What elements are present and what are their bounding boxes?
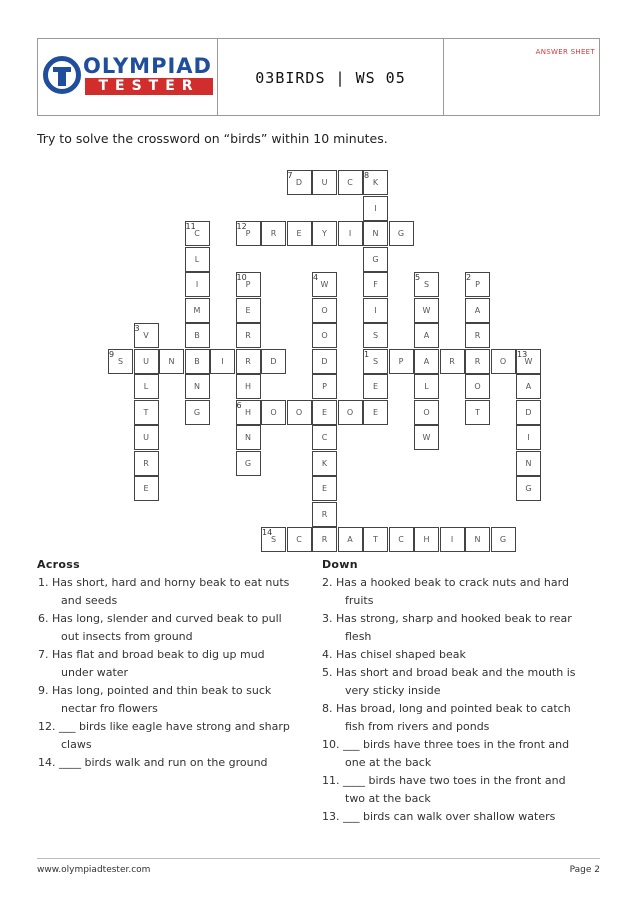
footer-page-number: Page 2 <box>569 865 600 875</box>
footer-divider <box>37 858 600 859</box>
crossword-cell[interactable]: G <box>363 247 388 272</box>
crossword-cell[interactable]: C <box>185 221 210 246</box>
crossword-cell[interactable]: O <box>312 323 337 348</box>
crossword-cell[interactable]: D <box>287 170 312 195</box>
crossword-cell[interactable]: I <box>363 298 388 323</box>
crossword-cell[interactable]: K <box>363 170 388 195</box>
crossword-cell[interactable]: H <box>236 400 261 425</box>
clue-number: 7 <box>287 171 293 180</box>
down-clue-line: 10. ___ birds have three toes in the front and <box>322 738 570 751</box>
logo-bottom-text: TESTER <box>85 78 213 95</box>
crossword-cell[interactable]: I <box>210 349 235 374</box>
crossword-cell[interactable]: U <box>312 170 337 195</box>
clue-number: 14 <box>262 528 273 537</box>
crossword-cell[interactable]: N <box>159 349 184 374</box>
crossword-cell[interactable]: I <box>185 272 210 297</box>
down-clue-line: two at the back <box>345 792 431 805</box>
crossword-cell[interactable]: U <box>134 349 159 374</box>
crossword-cell[interactable]: I <box>440 527 465 552</box>
crossword-cell[interactable]: L <box>134 374 159 399</box>
down-clue-line: fruits <box>345 594 374 607</box>
crossword-cell[interactable]: O <box>491 349 516 374</box>
crossword-cell[interactable]: C <box>389 527 414 552</box>
crossword-cell[interactable]: T <box>363 527 388 552</box>
crossword-cell[interactable]: R <box>465 349 490 374</box>
crossword-cell[interactable]: A <box>414 349 439 374</box>
crossword-cell[interactable]: N <box>363 221 388 246</box>
crossword-cell[interactable]: O <box>465 374 490 399</box>
footer-website: www.olympiadtester.com <box>37 865 151 875</box>
crossword-cell[interactable]: N <box>185 374 210 399</box>
crossword-cell[interactable]: S <box>108 349 133 374</box>
crossword-cell[interactable]: G <box>389 221 414 246</box>
crossword-cell[interactable]: L <box>414 374 439 399</box>
clue-number: 10 <box>236 273 247 282</box>
crossword-cell[interactable]: A <box>414 323 439 348</box>
clue-number: 8 <box>364 171 370 180</box>
crossword-cell[interactable]: R <box>134 451 159 476</box>
crossword-cell[interactable]: P <box>236 221 261 246</box>
crossword-cell[interactable]: H <box>236 374 261 399</box>
crossword-cell[interactable]: C <box>338 170 363 195</box>
across-clue-line: 12. ___ birds like eagle have strong and sharp <box>38 720 290 733</box>
crossword-cell[interactable]: A <box>338 527 363 552</box>
crossword-cell[interactable]: R <box>465 323 490 348</box>
across-clue-line: 14. ____ birds walk and run on the ground <box>38 756 268 769</box>
crossword-cell[interactable]: W <box>414 425 439 450</box>
crossword-cell[interactable]: E <box>363 400 388 425</box>
crossword-cell[interactable]: W <box>414 298 439 323</box>
clue-number: 2 <box>466 273 472 282</box>
clue-number: 13 <box>517 349 528 359</box>
clue-number: 11 <box>185 222 196 231</box>
crossword-cell[interactable]: E <box>236 298 261 323</box>
crossword-cell[interactable]: R <box>312 502 337 527</box>
across-clue-line: nectar fro flowers <box>61 702 158 715</box>
crossword-cell[interactable]: K <box>312 451 337 476</box>
answer-sheet-label: ANSWER SHEET <box>535 48 595 56</box>
across-heading: Across <box>37 558 80 571</box>
down-clue-line: fish from rivers and ponds <box>345 720 490 733</box>
crossword-cell[interactable]: O <box>287 400 312 425</box>
crossword-cell[interactable]: G <box>236 451 261 476</box>
crossword-cell[interactable]: T <box>465 400 490 425</box>
across-clue-line: and seeds <box>61 594 118 607</box>
down-clue-line: 13. ___ birds can walk over shallow waters <box>322 810 556 823</box>
across-clue-line: 1. Has short, hard and horny beak to eat nuts <box>38 576 290 589</box>
crossword-cell[interactable]: W <box>516 349 541 374</box>
crossword-cell[interactable]: R <box>312 527 337 552</box>
crossword-cell[interactable]: Y <box>312 221 337 246</box>
crossword-cell[interactable]: V <box>134 323 159 348</box>
down-clue-line: 3. Has strong, sharp and hooked beak to rear <box>322 612 572 625</box>
crossword-cell[interactable]: P <box>465 272 490 297</box>
crossword-cell[interactable]: D <box>516 400 541 425</box>
down-clue-line: flesh <box>345 630 372 643</box>
crossword-cell[interactable]: O <box>414 400 439 425</box>
crossword-cell[interactable]: P <box>236 272 261 297</box>
across-clue-line: under water <box>61 666 129 679</box>
crossword-cell[interactable]: U <box>134 425 159 450</box>
clue-number: 12 <box>236 222 247 231</box>
crossword-cell[interactable]: C <box>287 527 312 552</box>
crossword-cell[interactable]: F <box>363 272 388 297</box>
crossword-cell[interactable]: A <box>516 374 541 399</box>
crossword-cell[interactable]: R <box>440 349 465 374</box>
crossword-cell[interactable]: N <box>516 451 541 476</box>
crossword-cell[interactable]: T <box>134 400 159 425</box>
crossword-cell[interactable]: S <box>414 272 439 297</box>
logo-top-text: OLYMPIAD <box>83 54 212 78</box>
crossword-cell[interactable]: S <box>261 527 286 552</box>
clue-number: 5 <box>415 273 421 282</box>
across-clue-line: 6. Has long, slender and curved beak to pull <box>38 612 282 625</box>
crossword-cell[interactable]: R <box>236 323 261 348</box>
across-clue-line: out insects from ground <box>61 630 193 643</box>
crossword-cell[interactable]: B <box>185 323 210 348</box>
down-clue-line: 11. ____ birds have two toes in the front and <box>322 774 566 787</box>
crossword-cell[interactable]: E <box>287 221 312 246</box>
crossword-cell[interactable]: S <box>363 349 388 374</box>
crossword-cell[interactable]: E <box>134 476 159 501</box>
crossword-cell[interactable]: P <box>312 374 337 399</box>
across-clue-line: claws <box>61 738 92 751</box>
crossword-cell[interactable]: R <box>261 221 286 246</box>
instruction-text: Try to solve the crossword on “birds” within 10 minutes. <box>37 131 388 146</box>
clue-number: 9 <box>109 349 115 359</box>
down-clue-line: 5. Has short and broad beak and the mouth is <box>322 666 576 679</box>
crossword-cell[interactable]: R <box>236 349 261 374</box>
crossword-cell[interactable]: C <box>312 425 337 450</box>
crossword-cell[interactable]: O <box>312 298 337 323</box>
crossword-cell[interactable]: I <box>338 221 363 246</box>
down-clue-line: very sticky inside <box>345 684 441 697</box>
crossword-cell[interactable]: N <box>236 425 261 450</box>
crossword-cell[interactable]: G <box>516 476 541 501</box>
down-heading: Down <box>322 558 358 571</box>
crossword-cell[interactable]: A <box>465 298 490 323</box>
crossword-cell[interactable]: E <box>312 476 337 501</box>
crossword-cell[interactable]: I <box>363 196 388 221</box>
crossword-cell[interactable]: L <box>185 247 210 272</box>
clue-number: 6 <box>236 400 242 410</box>
clue-number: 4 <box>313 273 319 282</box>
crossword-cell[interactable]: H <box>414 527 439 552</box>
down-clue-line: 2. Has a hooked beak to crack nuts and hard <box>322 576 569 589</box>
crossword-cell[interactable]: E <box>363 374 388 399</box>
down-clue-line: 4. Has chisel shaped beak <box>322 648 466 661</box>
crossword-cell[interactable]: E <box>312 400 337 425</box>
worksheet-title: 03BIRDS | WS 05 <box>255 69 406 87</box>
crossword-cell[interactable]: G <box>491 527 516 552</box>
crossword-cell[interactable]: G <box>185 400 210 425</box>
crossword-cell[interactable]: S <box>363 323 388 348</box>
clue-number: 1 <box>364 349 370 359</box>
down-clue-line: one at the back <box>345 756 432 769</box>
crossword-cell[interactable]: O <box>261 400 286 425</box>
across-clue-line: 7. Has flat and broad beak to dig up mud <box>38 648 265 661</box>
crossword-cell[interactable]: O <box>338 400 363 425</box>
crossword-cell[interactable]: N <box>465 527 490 552</box>
crossword-cell[interactable]: P <box>389 349 414 374</box>
clue-number: 3 <box>134 324 140 333</box>
down-clue-line: 8. Has broad, long and pointed beak to catch <box>322 702 571 715</box>
crossword-cell[interactable]: D <box>312 349 337 374</box>
crossword-cell[interactable]: D <box>261 349 286 374</box>
across-clue-line: 9. Has long, pointed and thin beak to suck <box>38 684 272 697</box>
crossword-cell[interactable]: I <box>516 425 541 450</box>
crossword-cell[interactable]: M <box>185 298 210 323</box>
crossword-cell[interactable]: W <box>312 272 337 297</box>
crossword-cell[interactable]: B <box>185 349 210 374</box>
